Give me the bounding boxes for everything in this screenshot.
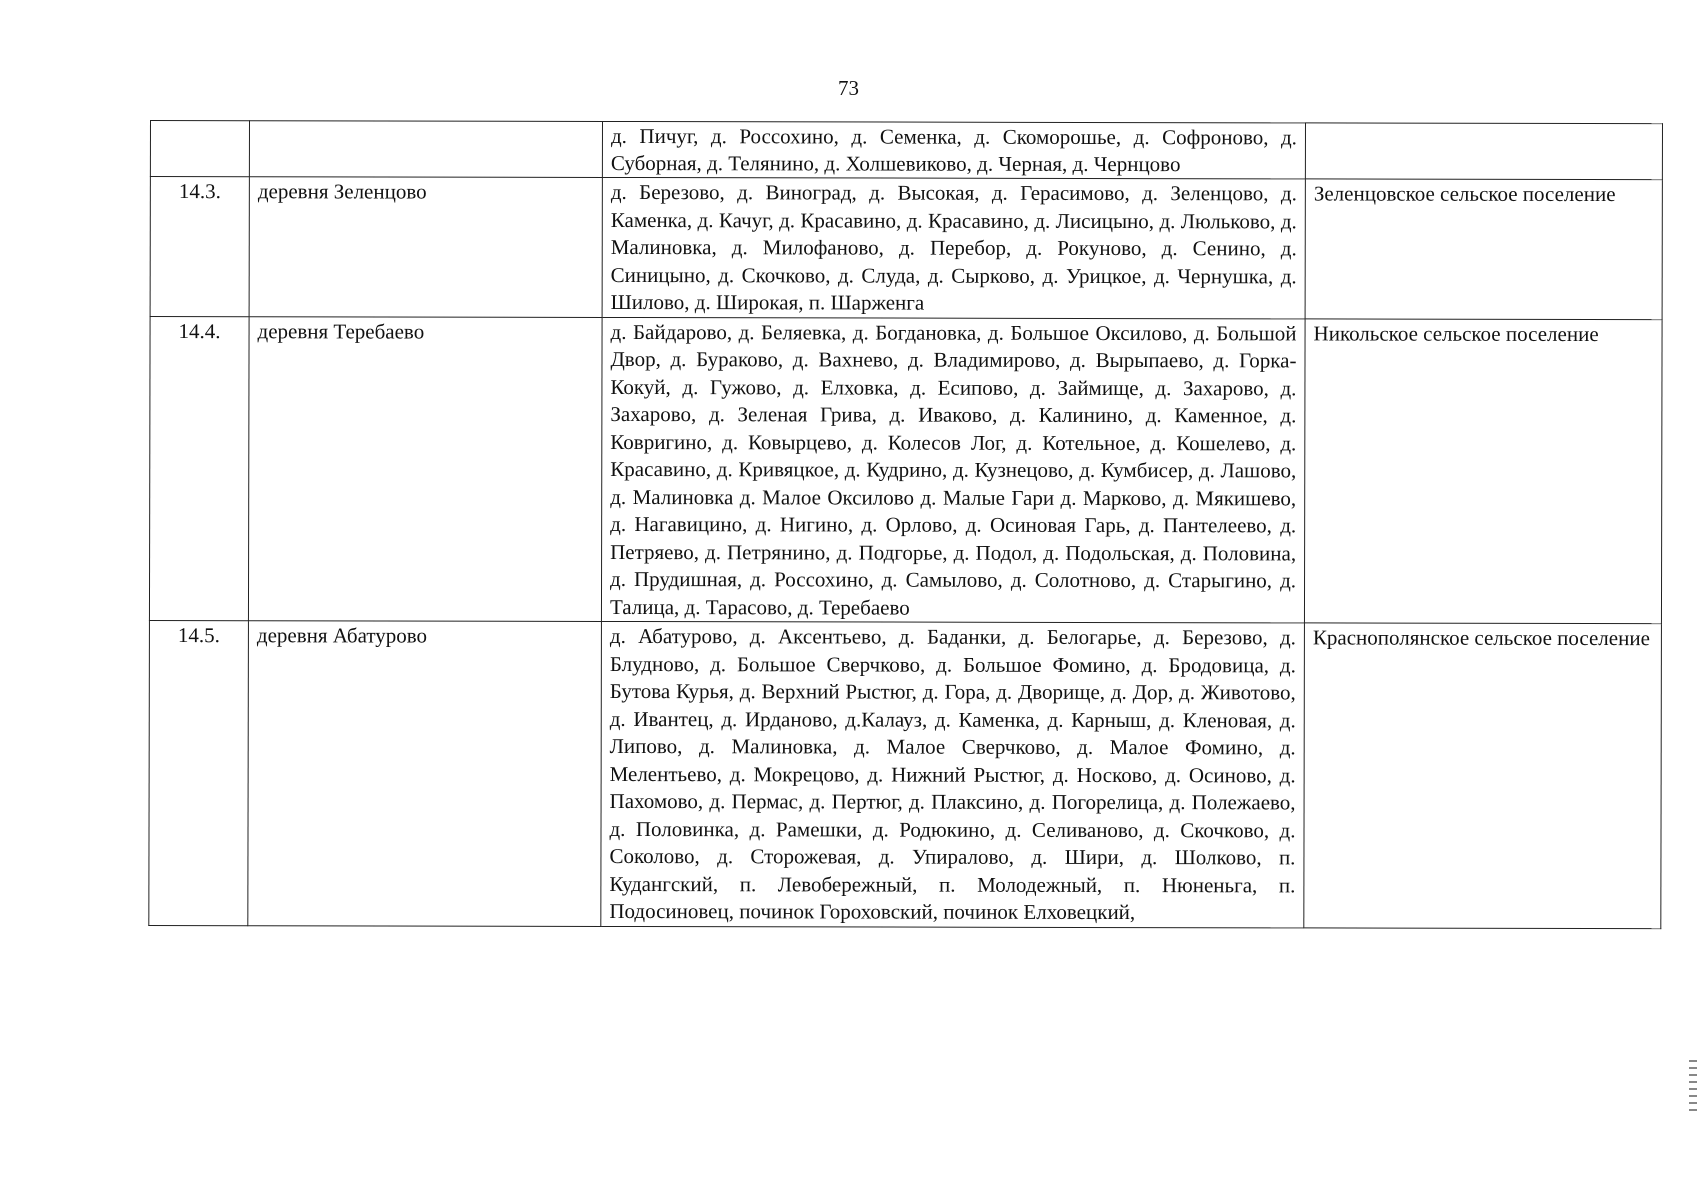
admin-center-cell <box>249 121 602 178</box>
table-row <box>149 620 1662 928</box>
table-row <box>150 121 1662 180</box>
page-number: 73 <box>838 76 859 100</box>
villages-list-cell: д. Березово, д. Виноград, д. Высокая, д. Герасимово, д. Зеленцово, д. Каменка, д. Качуг, д. Красавино, д. Красавино, д. Лисицыно, д. Люльково, д. Малиновка, д. Милофаново, д. Перебор, д. Рокуново, д. Сенино, д. Синицыно, д. Скочково, д. Слуда, д. Сырково, д. Урицкое, д. Чернушка, д. Шилово, д. Широкая, п. Шарженга <box>602 177 1305 318</box>
row-number-cell: 14.5. <box>149 620 249 925</box>
admin-center-cell: деревня Теребаево <box>248 316 602 621</box>
settlement-name-cell: Краснополянское сельское поселение <box>1304 623 1662 928</box>
scan-edge-marks <box>1689 1060 1697 1114</box>
row-number-cell <box>150 121 249 177</box>
admin-center-cell: деревня Абатурово <box>248 621 602 926</box>
table-row <box>150 177 1662 320</box>
table-row <box>149 316 1662 624</box>
settlement-name-cell: Никольское сельское поселение <box>1304 318 1662 623</box>
villages-list-cell: д. Абатурово, д. Аксентьево, д. Баданки, д. Белогарье, д. Березово, д. Блудново, д. Большое Сверчково, д. Большое Фомино, д. Бродовица, д. Бутова Курья, д. Верхний Рыстюг, д. Гора, д. Дворище, д. Дор, д. Животово, д. Ивантец, д. Ирданово, д.Калауз, д. Каменка, д. Карныш, д. Кленовая, д. Липово, д. Малиновка, д. Малое Сверчково, д. Малое Фомино, д. Мелентьево, д. Мокрецово, д. Нижний Рыстюг, д. Носково, д. Осиново, д. Пахомово, д. Пермас, д. Пертюг, д. Плаксино, д. Погорелица, д. Полежаево, д. Половинка, д. Рамешки, д. Родюкино, д. Селиваново, д. Скочково, д. Соколово, д. Сторожевая, д. Упиралово, д. Шири, д. Шолково, п. Кудангский, п. Левобережный, п. Молодежный, п. Нюненьга, п. Подосиновец, починок Гороховский, починок Елховецкий, <box>601 621 1305 927</box>
settlement-name-cell: Зеленцовское сельское поселение <box>1305 179 1662 319</box>
admin-center-cell: деревня Зеленцово <box>249 177 602 317</box>
row-number-cell: 14.4. <box>149 316 249 621</box>
settlement-name-cell <box>1305 123 1662 180</box>
row-number-cell: 14.3. <box>150 177 249 317</box>
villages-list-cell: д. Байдарово, д. Беляевка, д. Богдановка, д. Большое Оксилово, д. Большой Двор, д. Бураково, д. Вахнево, д. Владимирово, д. Вырыпаево, д. Горка-Кокуй, д. Гужово, д. Елховка, д. Есипово, д. Займище, д. Захарово, д. Захарово, д. Зеленая Грива, д. Иваково, д. Калинино, д. Каменное, д. Ковригино, д. Ковырцево, д. Колесов Лог, д. Котельное, д. Кошелево, д. Красавино, д. Кривяцкое, д. Кудрино, д. Кузнецово, д. Кумбисер, д. Лашово, д. Малиновка д. Малое Оксилово д. Малые Гари д. Марково, д. Мякишево, д. Нагавицино, д. Нигино, д. Орлово, д. Осиновая Гарь, д. Пантелеево, д. Петряево, д. Петрянино, д. Подгорье, д. Подол, д. Подольская, д. Половина, д. Прудишная, д. Россохино, д. Самылово, д. Солотново, д. Старыгино, д. Талица, д. Тарасово, д. Теребаево <box>601 317 1305 623</box>
villages-list-cell: д. Пичуг, д. Россохино, д. Семенка, д. Скоморошье, д. Софроново, д. Суборная, д. Телянино, д. Холшевиково, д. Черная, д. Чернцово <box>602 121 1305 178</box>
settlements-table <box>148 120 1663 929</box>
